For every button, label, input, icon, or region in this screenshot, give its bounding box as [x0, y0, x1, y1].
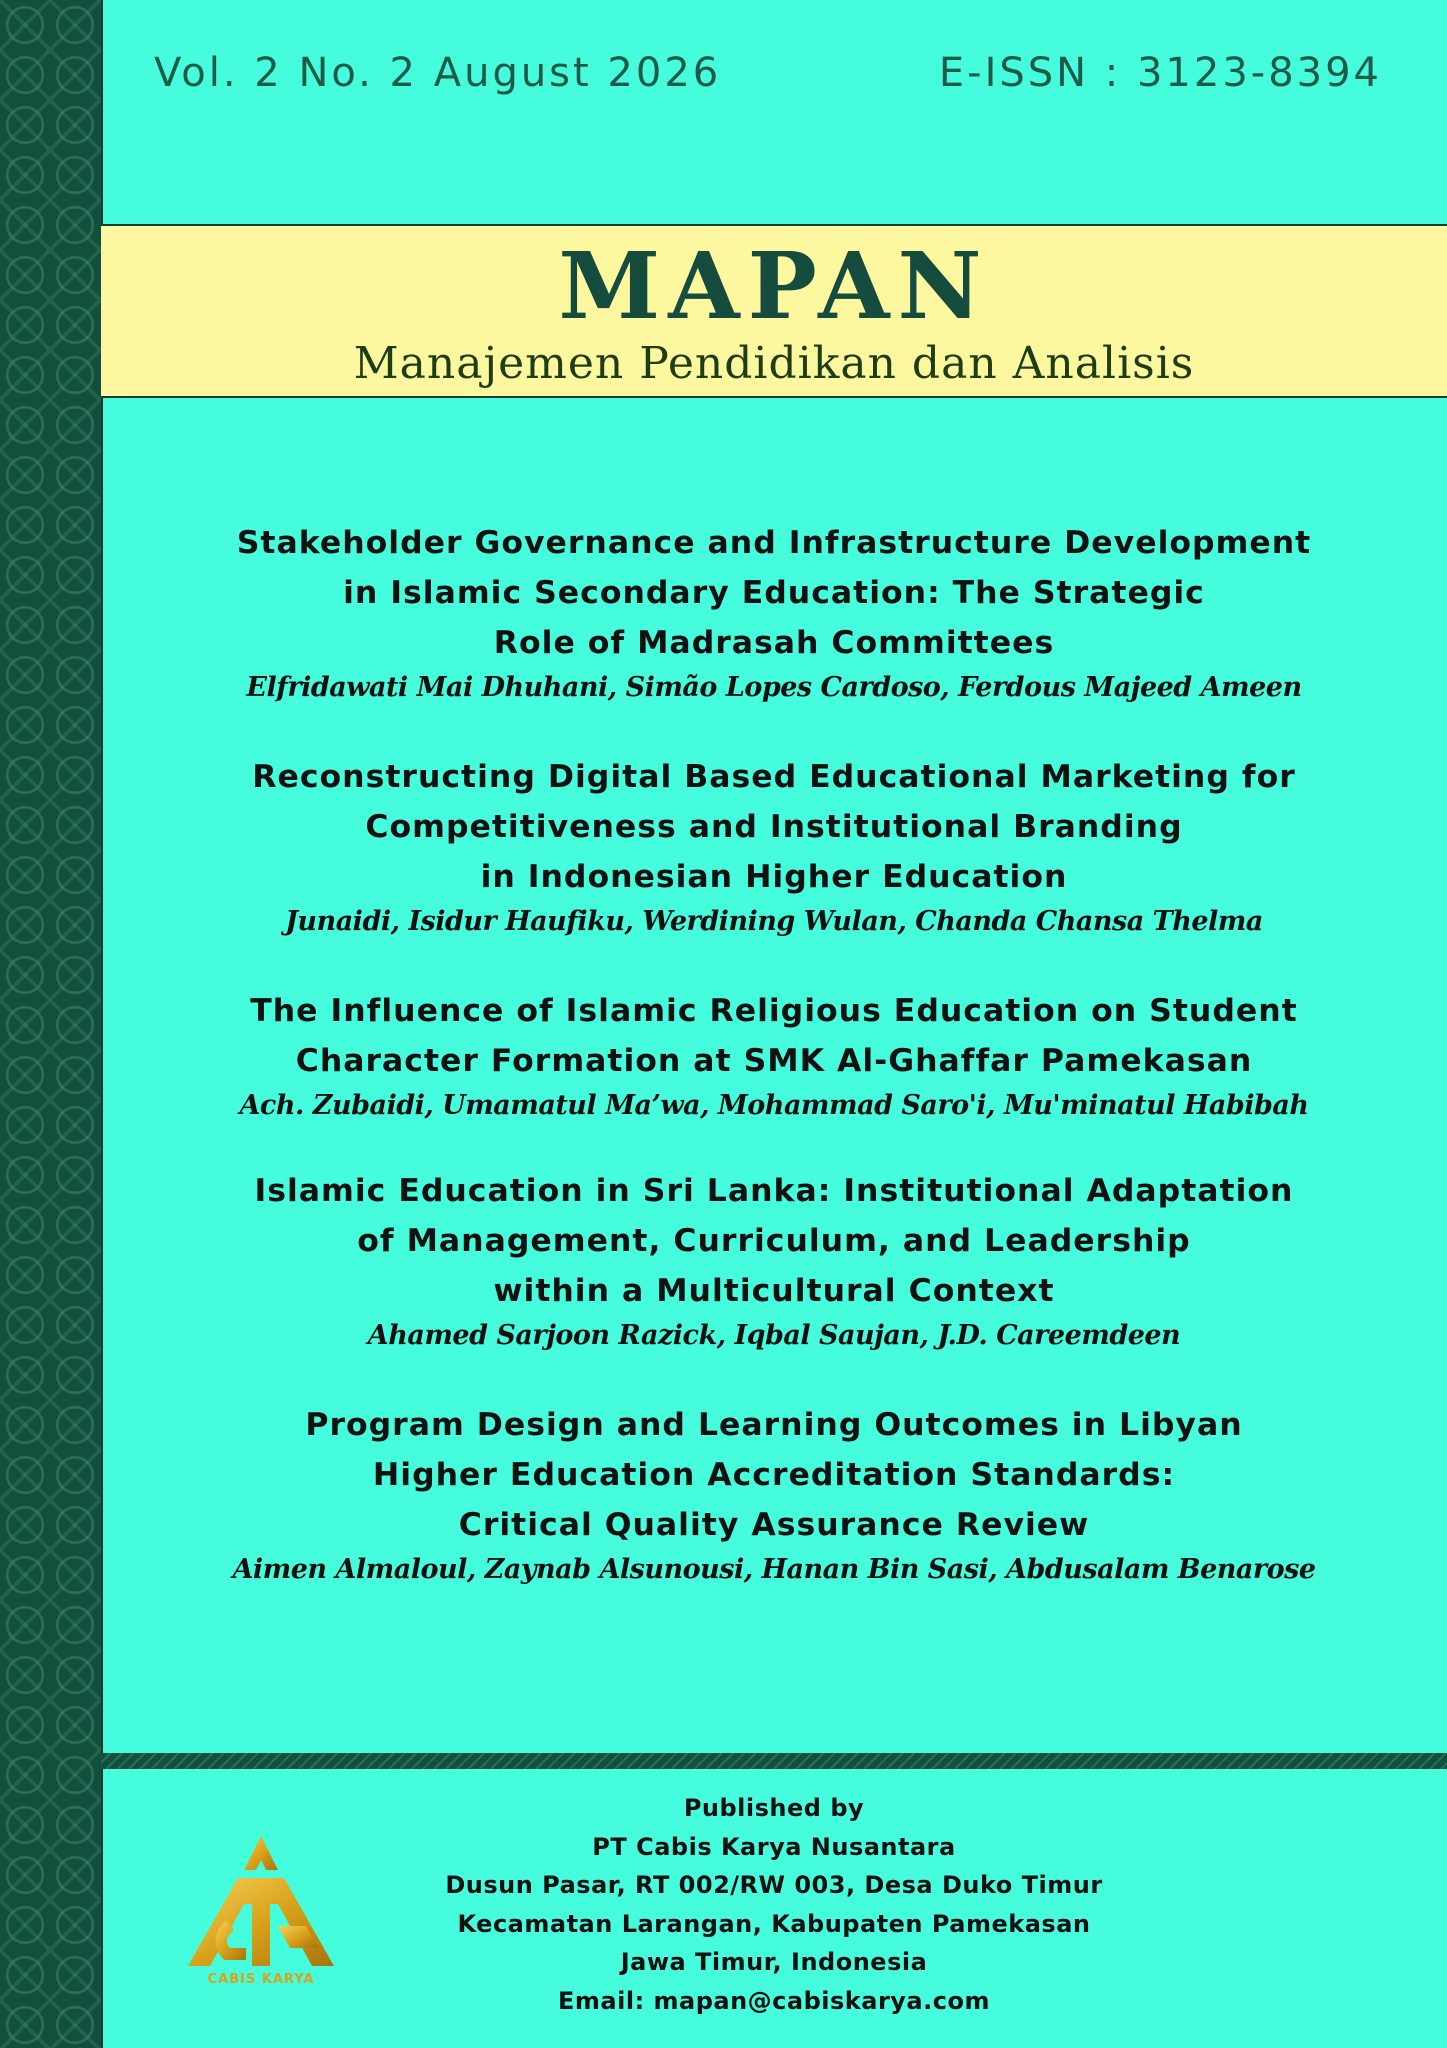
journal-name: MAPAN: [558, 232, 990, 340]
article-title-line: Competitiveness and Institutional Branding: [365, 809, 1183, 845]
publisher-address-line: Jawa Timur, Indonesia: [620, 1948, 928, 1976]
publisher-name: PT Cabis Karya Nusantara: [592, 1832, 956, 1861]
journal-title-band: [101, 224, 1447, 398]
published-by-label: Published by: [683, 1794, 865, 1822]
article-title-line: Critical Quality Assurance Review: [458, 1507, 1090, 1543]
article-item: [101, 752, 1447, 942]
article-title-line: Program Design and Learning Outcomes in Libyan: [305, 1407, 1243, 1443]
article-title-line: within a Multicultural Context: [493, 1273, 1055, 1309]
article-title-line: Role of Madrasah Committees: [493, 625, 1055, 661]
article-item: [101, 1166, 1447, 1356]
issn-info: E-ISSN : 3123-8394: [938, 50, 1382, 96]
issue-header: [154, 50, 1382, 96]
publisher-email[interactable]: Email: mapan@cabiskarya.com: [558, 1986, 990, 2015]
article-authors: Elfridawati Mai Dhuhani, Simão Lopes Cardoso, Ferdous Majeed Ameen: [246, 672, 1302, 703]
article-authors: Aimen Almaloul, Zaynab Alsunousi, Hanan Bin Sasi, Abdusalam Benarose: [232, 1554, 1316, 1585]
article-title-line: Higher Education Accreditation Standards:: [372, 1457, 1176, 1493]
article-title: [101, 518, 1447, 668]
article-title-line: Islamic Education in Sri Lanka: Institutional Adaptation: [254, 1173, 1294, 1209]
article-list: [101, 518, 1447, 1634]
article-title-line: in Islamic Secondary Education: The Strategic: [343, 575, 1205, 611]
article-title: [101, 1166, 1447, 1316]
logo-text: CABIS KARYA: [207, 1972, 315, 1987]
publisher-address-line: Dusun Pasar, RT 002/RW 003, Desa Duko Timur: [445, 1871, 1103, 1899]
publisher-block: [101, 1789, 1447, 2020]
article-title-line: in Indonesian Higher Education: [480, 859, 1068, 895]
publisher-address-line: Kecamatan Larangan, Kabupaten Pamekasan: [457, 1909, 1091, 1938]
article-authors: Junaidi, Isidur Haufiku, Werdining Wulan, Chanda Chansa Thelma: [285, 906, 1263, 937]
article-authors: Ach. Zubaidi, Umamatul Ma’wa, Mohammad Saro'i, Mu'minatul Habibah: [239, 1090, 1309, 1121]
article-item: [101, 518, 1447, 708]
journal-subtitle: Manajemen Pendidikan dan Analisis: [353, 338, 1195, 389]
article-title: [101, 986, 1447, 1086]
article-title-line: Reconstructing Digital Based Educational Marketing for: [252, 759, 1296, 795]
volume-info: Vol. 2 No. 2 August 2026: [154, 50, 722, 96]
article-title-line: The Influence of Islamic Religious Education on Student: [250, 993, 1298, 1029]
footer-divider: [101, 1753, 1447, 1769]
article-title: [101, 752, 1447, 902]
article-title-line: Character Formation at SMK Al-Ghaffar Pamekasan: [295, 1043, 1253, 1079]
article-authors: Ahamed Sarjoon Razick, Iqbal Saujan, J.D. Careemdeen: [367, 1320, 1181, 1351]
article-title-line: of Management, Curriculum, and Leadership: [357, 1223, 1191, 1259]
decorative-side-strip: [0, 0, 103, 2048]
article-item: [101, 1400, 1447, 1590]
article-title: [101, 1400, 1447, 1550]
article-title-line: Stakeholder Governance and Infrastructure Development: [236, 525, 1312, 561]
article-item: [101, 986, 1447, 1126]
